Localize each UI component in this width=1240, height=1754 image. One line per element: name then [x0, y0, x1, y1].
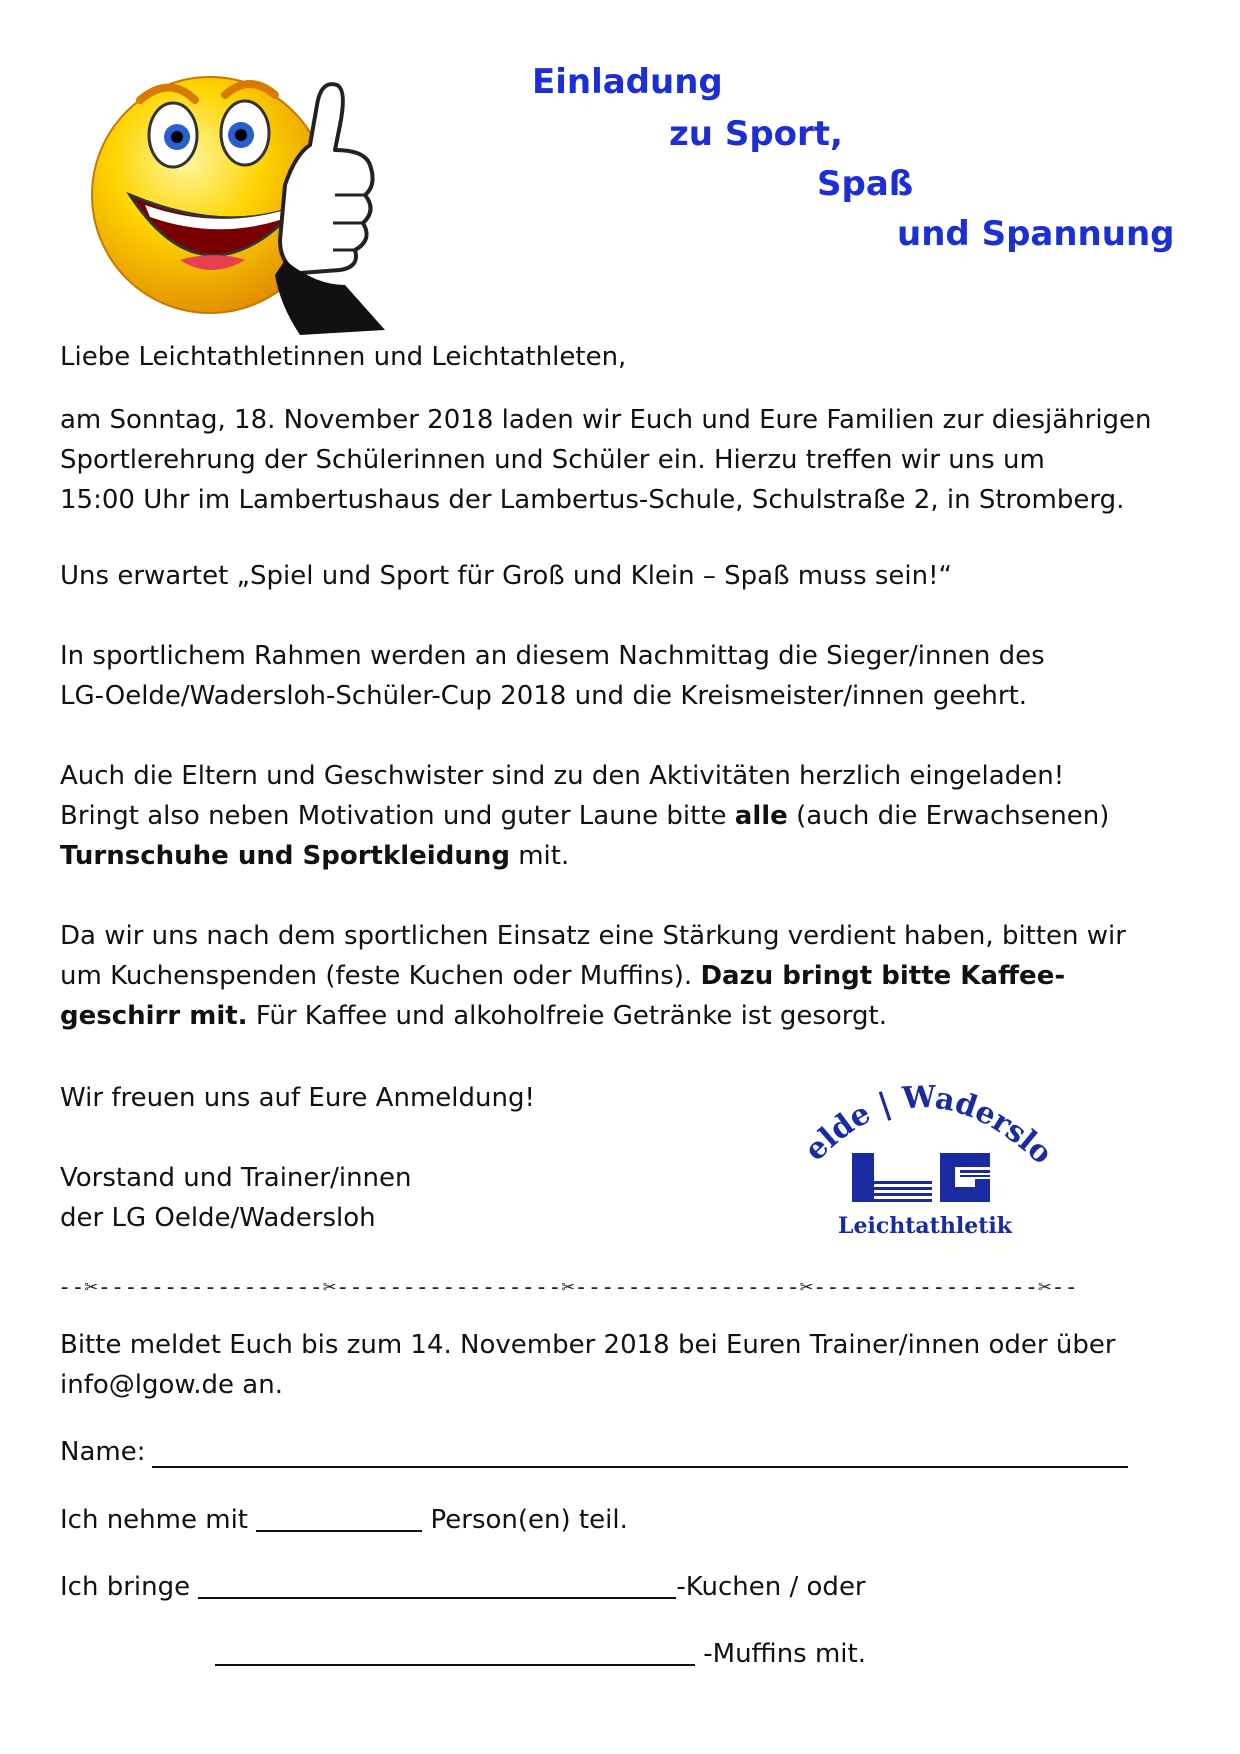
logo-arc-text: elde | Waderslo [797, 1079, 1059, 1172]
title-line-4: und Spannung [897, 214, 1175, 254]
scissors-cut-line: --✂-----------------✂-----------------✂-----------------✂-----------------✂-- [58, 1275, 1078, 1300]
name-label: Name: [60, 1437, 146, 1467]
title-line-3: Spaß [817, 164, 914, 204]
paragraph-family-line-2: Bringt also neben Motivation und guter Laune bitte alle (auch die Erwachsenen) [60, 801, 1110, 831]
cake-field[interactable] [198, 1571, 676, 1599]
name-field-row [60, 1432, 145, 1472]
paragraph-cake-line-3: geschirr mit. Für Kaffee und alkoholfreie Getränke ist gesorgt. [60, 1001, 887, 1031]
cake-label-b: -Kuchen / oder [676, 1572, 866, 1602]
persons-label-b: Person(en) teil. [422, 1505, 628, 1535]
paragraph-date-line-3: 15:00 Uhr im Lambertushaus der Lambertus-Schule, Schulstraße 2, in Stromberg. [60, 485, 1125, 515]
lg-logo [790, 1075, 1060, 1245]
signature-line-2: der LG Oelde/Wadersloh [60, 1203, 376, 1233]
form-instruction-line-2: info@lgow.de an. [60, 1370, 283, 1400]
paragraph-cake-line-1: Da wir uns nach dem sportlichen Einsatz eine Stärkung verdient haben, bitten wir [60, 921, 1126, 951]
cake-row [60, 1567, 866, 1607]
name-field[interactable] [152, 1466, 1128, 1468]
persons-row [60, 1500, 628, 1540]
signature-line-1: Vorstand und Trainer/innen [60, 1163, 412, 1193]
persons-label-a: Ich nehme mit [60, 1505, 257, 1535]
closing: Wir freuen uns auf Eure Anmeldung! [60, 1083, 535, 1113]
muffins-label: -Muffins mit. [695, 1639, 866, 1669]
title-line-2: zu Sport, [669, 114, 843, 154]
paragraph-family-line-3: Turnschuhe und Sportkleidung mit. [60, 841, 570, 871]
paragraph-family-line-1: Auch die Eltern und Geschwister sind zu den Aktivitäten herzlich eingeladen! [60, 761, 1065, 791]
paragraph-cake-line-2: um Kuchenspenden (feste Kuchen oder Muffins). Dazu bringt bitte Kaffee- [60, 961, 1066, 991]
thumbs-up-smiley-icon [85, 45, 415, 335]
title-line-1: Einladung [532, 62, 723, 102]
form-instruction-line-1: Bitte meldet Euch bis zum 14. November 2018 bei Euren Trainer/innen oder über [60, 1330, 1116, 1360]
logo-subtitle: Leichtathletik [838, 1213, 1012, 1239]
persons-field[interactable] [256, 1504, 422, 1532]
cake-label-a: Ich bringe [60, 1572, 199, 1602]
paragraph-awards-line-1: In sportlichem Rahmen werden an diesem Nachmittag die Sieger/innen des [60, 641, 1045, 671]
paragraph-date-line-2: Sportlerehrung der Schülerinnen und Schüler ein. Hierzu treffen wir uns um [60, 445, 1045, 475]
muffins-row [215, 1634, 866, 1674]
paragraph-awards-line-2: LG-Oelde/Wadersloh-Schüler-Cup 2018 und die Kreismeister/innen geehrt. [60, 681, 1028, 711]
muffins-field[interactable] [215, 1638, 695, 1666]
paragraph-date-line-1: am Sonntag, 18. November 2018 laden wir Euch und Eure Familien zur diesjährigen [60, 405, 1152, 435]
motto-line: Uns erwartet „Spiel und Sport für Groß und Klein – Spaß muss sein!“ [60, 561, 953, 591]
greeting: Liebe Leichtathletinnen und Leichtathleten, [60, 342, 627, 372]
